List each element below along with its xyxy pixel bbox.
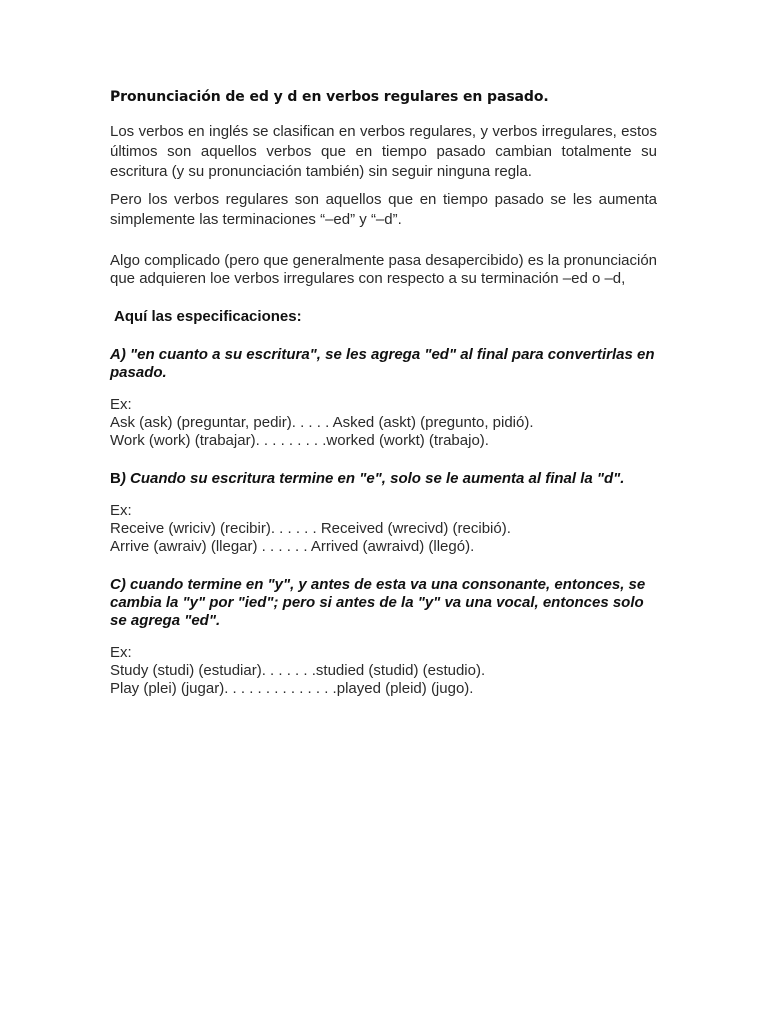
intro-paragraph-1: Los verbos en inglés se clasifican en verbos regulares, y verbos irregulares, estos últimos son aquellos verbos que en tiempo pasado cambian totalmente su escritura (y su pronunciación también) sin seguir ninguna regla. [110, 123, 657, 180]
rule-b-heading [110, 470, 657, 488]
rule-b-ex-label: Ex: [110, 502, 132, 519]
rule-c-example-1: Study (studi) (estudiar). . . . . . .studied (studid) (estudio). [110, 662, 486, 679]
rule-b-examples [110, 502, 657, 556]
rule-c-examples [110, 644, 657, 698]
rule-c-heading [110, 576, 657, 630]
rule-b-text: ) Cuando su escritura termine en "e", solo se le aumenta al final la "d". [120, 470, 625, 487]
rule-a-heading [110, 346, 657, 382]
rule-a-example-1: Ask (ask) (preguntar, pedir). . . . . Asked (askt) (pregunto, pidió). [110, 414, 534, 431]
rule-b-example-1: Receive (wriciv) (recibir). . . . . . Received (wrecivd) (recibió). [110, 520, 511, 537]
note-paragraph: Algo complicado (pero que generalmente pasa desapercibido) es la pronunciación que adquieren loe verbos irregulares con respecto a su terminación –ed o –d, [110, 252, 658, 287]
document-body [110, 88, 657, 698]
rule-a-text: A) "en cuanto a su escritura", se les agrega "ed" al final para convertirlas en pasado. [110, 346, 655, 381]
rule-b-example-2: Arrive (awraiv) (llegar) . . . . . . Arrived (awraivd) (llegó). [110, 538, 475, 555]
rule-c-ex-label: Ex: [110, 644, 132, 661]
rule-b-lead: B [110, 470, 121, 487]
rule-c-example-2: Play (plei) (jugar). . . . . . . . . . . . . .played (pleid) (jugo). [110, 680, 474, 697]
rule-c-text: C) cuando termine en "y", y antes de esta va una consonante, entonces, se cambia la "y" por "ied"; pero si antes de la "y" va una vocal, entonces solo se agrega "ed". [110, 576, 646, 629]
intro-paragraph-2: Pero los verbos regulares son aquellos que en tiempo pasado se les aumenta simplemente las terminaciones “–ed” y “–d”. [110, 191, 657, 228]
document-title: Pronunciación de ed y d en verbos regulares en pasado. [110, 89, 549, 105]
rule-a-ex-label: Ex: [110, 396, 132, 413]
rule-a-example-2: Work (work) (trabajar). . . . . . . . .worked (workt) (trabajo). [110, 432, 489, 449]
rule-a-examples [110, 396, 657, 450]
specs-heading: Aquí las especificaciones: [114, 308, 302, 325]
